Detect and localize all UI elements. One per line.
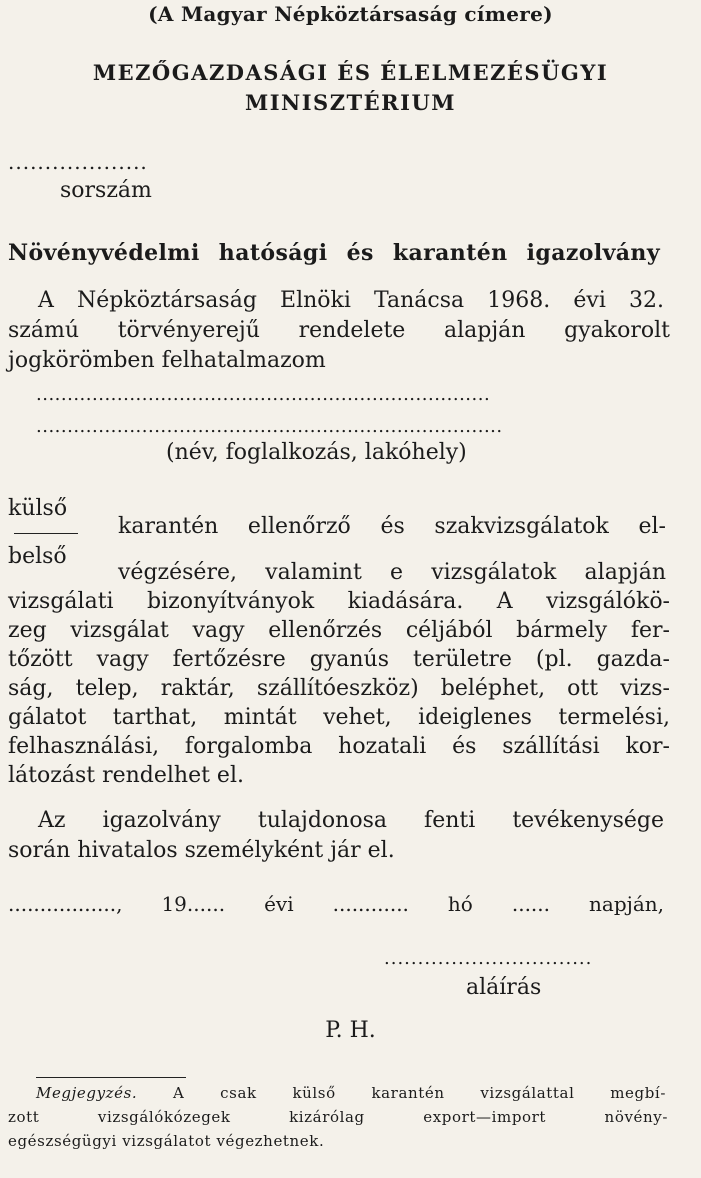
intro-line-1: A Népköztársaság Elnöki Tanácsa 1968. évi 32. <box>38 288 664 313</box>
signature-label: aláírás <box>466 975 542 1000</box>
scope-line-3: vizsgálati bizonyítványok kiadására. A vizsgálókö- <box>8 589 670 614</box>
footnote-line-2: zott vizsgálókózegek kizárólag export—import növény- <box>8 1108 668 1126</box>
official-line-2: során hivatalos személyként jár el. <box>8 838 395 863</box>
footnote-label: Megjegyzés. <box>36 1084 138 1102</box>
official-line-1: Az igazolvány tulajdonosa fenti tevékenysége <box>38 808 664 833</box>
scope-line-8: felhasználási, forgalomba hozatali és szállítási kor- <box>8 734 670 759</box>
scope-line-5: tőzött vagy fertőzésre gyanús területre (pl. gazda- <box>8 647 670 672</box>
footnote-line-3: egészségügyi vizsgálatot végezhetnek. <box>8 1132 325 1150</box>
scope-line-7: gálatot tarthat, mintát vehet, ideiglenes termelési, <box>8 705 670 730</box>
serial-number-field: ................... <box>8 150 148 174</box>
scope-line-2: végzésére, valamint e vizsgálatok alapján <box>118 560 666 585</box>
footnote-line-1 <box>36 1084 666 1102</box>
intro-line-3: jogkörömben felhatalmazom <box>8 348 326 373</box>
person-field-line1: ......................................................................... <box>36 384 491 405</box>
document-title: Növényvédelmi hatósági és karantén igazolvány <box>8 240 660 266</box>
ministry-name-line1: MEZŐGAZDASÁGI ÉS ÉLELMEZÉSÜGYI <box>92 60 609 85</box>
scope-line-6: ság, telep, raktár, szállítóeszköz) beléphet, ott vizs- <box>8 676 670 701</box>
scope-line-4: zeg vizsgálat vagy ellenőrzés céljából bármely fer- <box>8 618 670 643</box>
intro-line-2: számú törvényerejű rendelete alapján gyakorolt <box>8 318 670 343</box>
footnote-line-1-text: A csak külső karantén vizsgálattal megbí- <box>137 1084 666 1102</box>
signature-field: ............................... <box>384 948 593 969</box>
coat-of-arms-caption: (A Magyar Népköztársaság címere) <box>148 2 553 26</box>
person-field-line2: ........................................................................... <box>36 416 503 437</box>
ministry-name-line2: MINISZTÉRIUM <box>244 90 457 115</box>
option-external: külső <box>8 496 68 521</box>
footnote-rule <box>36 1077 186 1078</box>
scope-line-1: karantén ellenőrző és szakvizsgálatok el- <box>118 514 666 539</box>
option-internal: belső <box>8 544 67 569</box>
date-line: ................., 19...... évi ............ hó ...... napján, <box>8 892 664 916</box>
option-divider <box>14 533 78 534</box>
person-field-label: (név, foglalkozás, lakóhely) <box>166 440 467 465</box>
serial-number-label: sorszám <box>60 178 152 203</box>
scope-line-9: látozást rendelhet el. <box>8 763 244 788</box>
stamp-placeholder: P. H. <box>325 1018 376 1043</box>
